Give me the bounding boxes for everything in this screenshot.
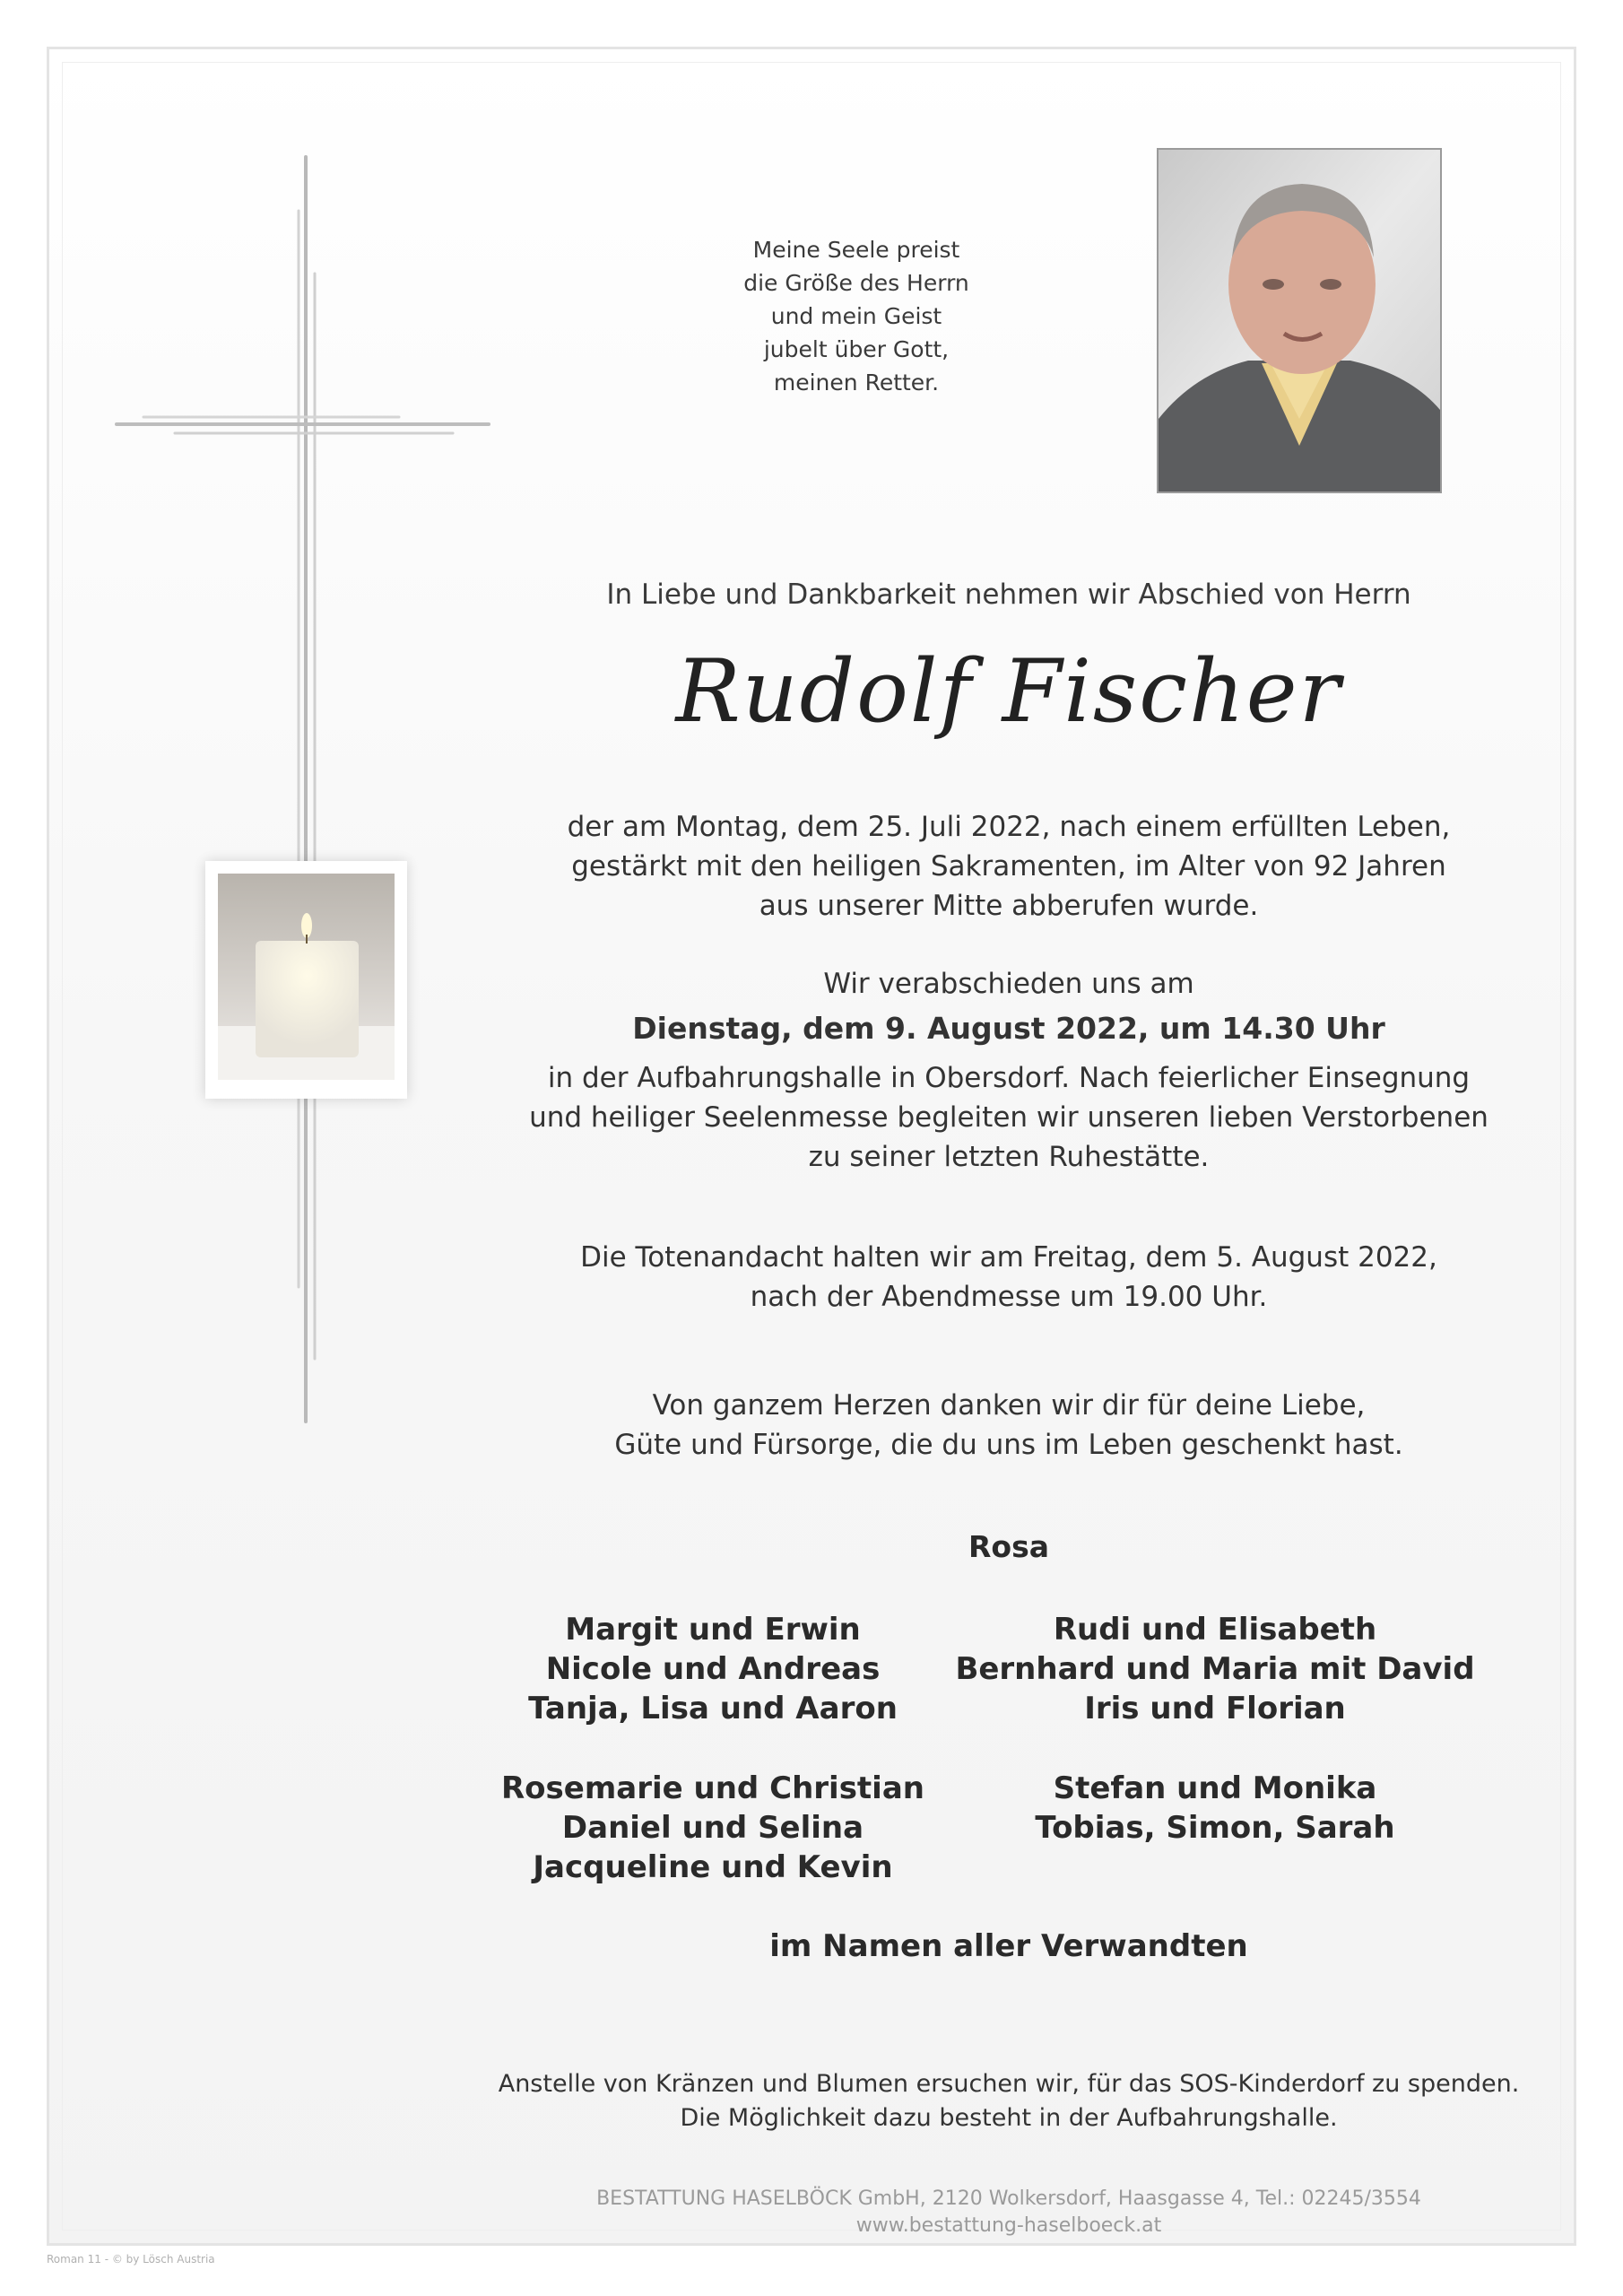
- thanks-text: [426, 1386, 1592, 1465]
- deceased-name: Rudolf Fischer: [675, 641, 1342, 742]
- psalm-line: jubelt über Gott,: [763, 336, 950, 362]
- family-group: [435, 1769, 991, 1887]
- text-line: Die Totenandacht halten wir am Freitag, dem 5. August 2022,: [580, 1241, 1437, 1274]
- candle-icon: [218, 874, 395, 1080]
- signoff: im Namen aller Verwandten: [769, 1928, 1248, 1964]
- family-line: Margit und Erwin: [565, 1612, 861, 1648]
- text-line: aus unserer Mitte abberufen wurde.: [759, 890, 1259, 922]
- family-line: Iris und Florian: [1084, 1691, 1346, 1726]
- family-line: Tanja, Lisa und Aaron: [528, 1691, 898, 1726]
- text-line: Von ganzem Herzen danken wir dir für deine Liebe,: [652, 1389, 1366, 1422]
- family-line: Jacqueline und Kevin: [533, 1849, 893, 1885]
- family-line: Nicole und Andreas: [545, 1651, 881, 1687]
- family-line: Daniel und Selina: [561, 1810, 864, 1846]
- family-group: [435, 1610, 991, 1728]
- family-line: Rudi und Elisabeth: [1053, 1612, 1377, 1648]
- vigil-notice: [426, 1238, 1592, 1317]
- text-line: Die Möglichkeit dazu besteht in der Aufbahrungshalle.: [680, 2104, 1338, 2132]
- psalm-verse: [632, 233, 1081, 399]
- text-line: der am Montag, dem 25. Juli 2022, nach einem erfüllten Leben,: [567, 811, 1451, 843]
- psalm-line: Meine Seele preist: [752, 237, 960, 263]
- family-group: [937, 1610, 1493, 1728]
- footer-website: www.bestattung-haselboeck.at: [855, 2214, 1162, 2237]
- psalm-line: und mein Geist: [770, 303, 942, 329]
- text-line: und heiliger Seelenmesse begleiten wir unseren lieben Verstorbenen: [529, 1101, 1488, 1134]
- family-line: Tobias, Simon, Sarah: [1035, 1810, 1395, 1846]
- text-line: in der Aufbahrungshalle in Obersdorf. Nach feierlicher Einsegnung: [547, 1062, 1471, 1094]
- family-line: Stefan und Monika: [1053, 1770, 1377, 1806]
- family-line: Bernhard und Maria mit David: [955, 1651, 1475, 1687]
- donation-notice: [426, 2067, 1592, 2135]
- family-group: [937, 1769, 1493, 1848]
- text-line: Güte und Fürsorge, die du uns im Leben geschenkt hast.: [614, 1429, 1403, 1461]
- intro-text: In Liebe und Dankbarkeit nehmen wir Abschied von Herrn: [606, 578, 1411, 611]
- psalm-line: meinen Retter.: [773, 370, 940, 396]
- farewell-intro: Wir verabschieden uns am: [823, 968, 1194, 1000]
- text-line: nach der Abendmesse um 19.00 Uhr.: [750, 1281, 1268, 1313]
- text-line: Anstelle von Kränzen und Blumen ersuchen wir, für das SOS-Kinderdorf zu spenden.: [498, 2070, 1520, 2098]
- text-line: gestärkt mit den heiligen Sakramenten, im Alter von 92 Jahren: [571, 850, 1446, 883]
- funeral-home-footer: [426, 2186, 1592, 2239]
- farewell-date: Dienstag, dem 9. August 2022, um 14.30 Uhr: [632, 1011, 1385, 1046]
- obituary-card: [47, 47, 1576, 2246]
- family-line: Rosemarie und Christian: [501, 1770, 924, 1806]
- design-credit: Roman 11 - © by Lösch Austria: [47, 2253, 215, 2266]
- psalm-line: die Größe des Herrn: [743, 270, 969, 296]
- death-notice: [426, 807, 1592, 926]
- footer-company: BESTATTUNG HASELBÖCK GmbH, 2120 Wolkersdorf, Haasgasse 4, Tel.: 02245/3554: [596, 2187, 1421, 2210]
- farewell-details: [426, 1058, 1592, 1177]
- candle-frame: [205, 861, 407, 1099]
- portrait-photo: [1157, 148, 1442, 493]
- spouse-name: Rosa: [968, 1529, 1049, 1564]
- text-line: zu seiner letzten Ruhestätte.: [808, 1141, 1210, 1173]
